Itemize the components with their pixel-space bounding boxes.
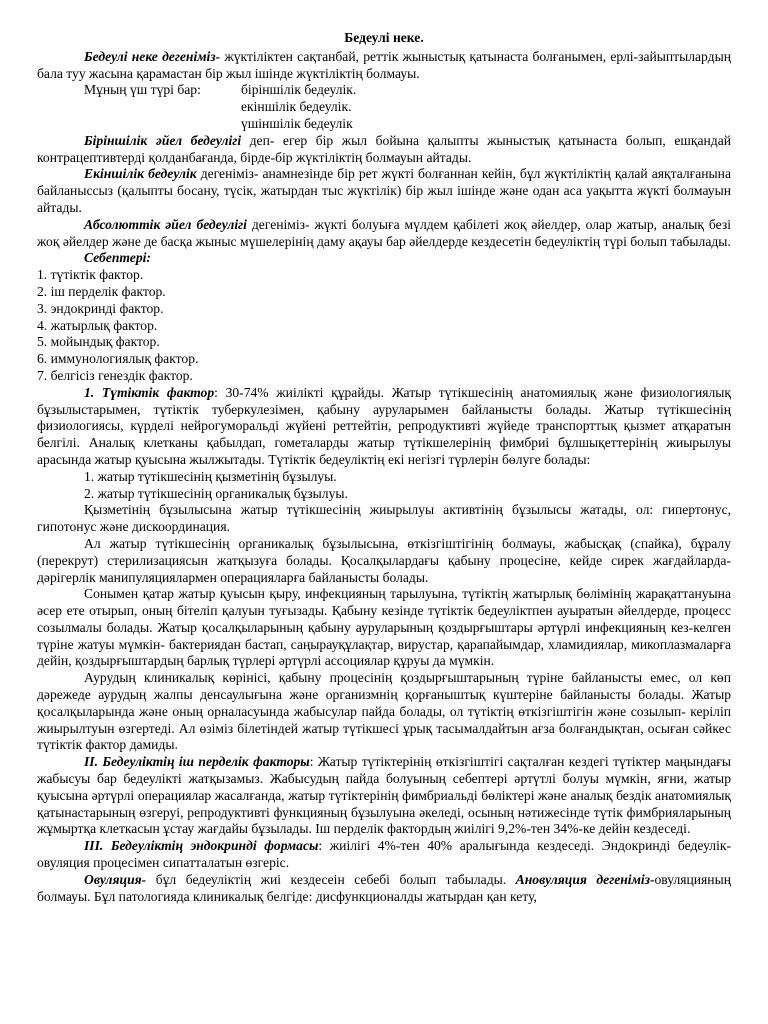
types-line-1	[37, 82, 731, 99]
peritoneal-text: : Жатыр түтіктерінің өткізгіштігі сақталған кездегі түтіктер маңындағы жабысуы бар бедеулікті жатқызамыз. Жабысудың пайда болуының себептері әртүтлі болуы мүмкін, яғни, жатыр қуысына әртүрлі операциялар жасалғанда, жатыр түтіктерінің фимбриальді бөліктері және аналық бездік анатомиялық қатынастарының өзгеруі, репродуктивті функцияның бұзылуына әкеледі, осының нәтижесінде түтік фимбрияларының жұмыртқа клеткасын ұстау жағдайы бұзылады. Іш перделік фактордың жиілігі 9,2%-тен 34%-ке дейін кездеседі.	[37, 754, 731, 837]
cause-item: 7. белгісіз генездік фактор.	[37, 367, 193, 383]
primary-text: деп- егер бір жыл бойына қалыпты жыныстық қатынаста болып, ешқандай контрацептивтерді қолданбағанда, бірде-бір жүктіліктің болмауын айтады.	[37, 132, 731, 165]
definition-term: Бедеулі неке дегеніміз-	[84, 48, 221, 64]
type-item-1: біріншілік бедеулік.	[241, 82, 357, 98]
cause-item: 6. иммунологиялық фактор.	[37, 351, 199, 367]
page-title: Бедеулі неке.	[344, 30, 424, 45]
primary-term: Біріншілік әйел бедеулігі	[84, 132, 242, 148]
cause-item: 4. жатырлық фактор.	[37, 317, 158, 333]
ovulation-term: Овуляция-	[84, 871, 147, 887]
cause-item: 2. іш перделік фактор.	[37, 283, 166, 299]
secondary-infertility-paragraph	[37, 166, 731, 216]
absolute-term: Абсолюттік әйел бедеулігі	[84, 216, 247, 232]
anovulation-term: Ановуляция дегеніміз-	[515, 871, 655, 887]
type-item-3: үшіншілік бедеулік	[241, 115, 353, 131]
tubal-subtype-2: 2. жатыр түтікшесінің органикалық бұзылуы.	[84, 485, 348, 501]
secondary-text: дегеніміз- анамнезінде бір рет жүкті болғаннан кейін, бұл жүктіліктің қалай аяқталғанына байланыссыз (қалыпты босану, түсік, жатырдан тыс жүктілік) бір жыл ішінде және одан аса уақытта жүкті болмауын айтады.	[37, 166, 731, 215]
ovulation-paragraph	[37, 872, 731, 906]
tubal-factor-paragraph	[37, 385, 731, 469]
primary-infertility-paragraph	[37, 133, 731, 167]
clinical-picture-paragraph: Аурудың клиникалық көрінісі, қабыну процесінің қоздырғыштарының түріне байланысты емес, ол көп дәрежеде аурудың жалпы денсаулығына және организмнің қорғаныштық күштеріне байланысты болады. Жатыр қосалқыларында және оның орналасуында жабысулар пайда болады, ол түтіктің өткізгіштігін және созылып- керіліп жиырылтуын өзгертеді. Ал өзіміз білетіндей жатыр түтікшесі ұрық тасымалдайтын ағза болғандықтан, осыған сәйкес түтіктік фактор дамиды.	[37, 670, 731, 753]
tubal-subtype-1: 1. жатыр түтікшесінің қызметінің бұзылуы.	[84, 468, 337, 484]
endocrine-form-paragraph	[37, 838, 731, 872]
definition-paragraph	[37, 49, 731, 83]
absolute-infertility-paragraph	[37, 217, 731, 251]
peritoneal-term: ІІ. Бедеуліктің іш перделік факторы	[84, 754, 310, 770]
secondary-term: Екіншілік бедеулік	[84, 166, 197, 182]
absolute-text: дегеніміз- жүкті болуыға мүлдем қабілеті жоқ әйелдер, олар жатыр, аналық безі жоқ әйелдер және де басқа жыныс мүшелерінің даму ақауы бар әйелдерде кездесетін бедеуліктің түрі болып табылады.	[37, 216, 731, 249]
cause-item: 3. эндокринді фактор.	[37, 300, 164, 316]
tubal-text: : 30-74% жиілікті құрайды. Жатыр түтікшесінің анатомиялық және физиологиялық бұзылыстарымен, түтіктік туберкулезімен, қабыну ауруларымен байланысты болады. Жатыр түтікшесінің физиологиясы, күрделі нейрогуморальді жүйені реттейтін, репродуктивті жүйеде транспорттық қызмет атқаратын белгілі. Аналық клетканы қабылдап, гометаларды жатыр түтікшелерінің фимбриі бұлшықеттерінің жиырылуы арасында жатыр қуысына жылжытады. Түтіктік бедеуліктің екі негізгі түрлерін бөлуге болады:	[37, 384, 732, 467]
tubal-term: 1. Түтіктік фактор	[84, 384, 215, 400]
definition-text: жүктіліктен сақтанбай, реттік жыныстық қатынаста болғанымен, ерлі-зайыптылардың бала туу жасына қарамастан бір жыл ішінде жүктіліктің болмауы.	[37, 48, 731, 81]
causes-heading: Себептері:	[84, 250, 151, 266]
types-intro: Мұның үш түрі бар:	[84, 82, 201, 98]
peritoneal-factor-paragraph	[37, 754, 731, 838]
functional-disorder-paragraph: Қызметінің бұзылысына жатыр түтікшесінің жиырылуы активтінің бұзылысы жатады, ол: гипертонус, гипотонус және дискоординация.	[37, 502, 731, 535]
endocrine-text: : жиілігі 4%-тен 40% аралығында кездеседі. Эндокринді бедеулік-овуляция процесімен сипатталатын өзгеріс.	[37, 838, 731, 871]
type-item-2: екіншілік бедеулік.	[241, 99, 352, 115]
organic-disorder-paragraph: Ал жатыр түтікшесінің органикалық бұзылысына, өткізгіштігінің болмауы, жабысқақ (спайка), бұралу (перекрут) стерилизациясын жатқызуға болады. Қосалқылардағы қабыну процесіне, кейде сирек жағдайларда- дәрігерлік манипуляциялармен операцияларға байланысты болады.	[37, 535, 731, 585]
endocrine-term: ІІІ. Бедеуліктің эндокринді формасы	[84, 838, 319, 854]
inflammation-paragraph: Сонымен қатар жатыр қуысын қыру, инфекцияның тарылуына, түтіктің жатырлық бөлімінің жарақаттануына әсер ете отырып, оның бітеліп қалуын туғызады. Қабыну кезінде түтіктік бедеуліктпен ауыратын әйелдерде, процесс созылмалы болады. Жатыр қосалқыларының қабыну ауруларының қоздырғыштары әртүрлі инфекцияның кез-келген түріне жатуы мүмкін- бактериядан бастап, саңырауқұлақтар, вирустар, қарапайымдар, хламидиялар, микоплазмаларға дейін, қоздырғыштардың барлық түрлері әртүрлі ассоциялар құруы да мүмкін.	[37, 586, 731, 669]
cause-item: 5. мойындық фактор.	[37, 334, 160, 350]
cause-item: 1. түтіктік фактор.	[37, 267, 144, 283]
anovulation-text: овуляцияның болмауы. Бұл патологияда клиникалық белгіде: дисфункционалды жатырдан қан кету,	[37, 871, 731, 904]
ovulation-text: бұл бедеуліктің жиі кездесеін себебі болып табылады.	[146, 871, 516, 887]
